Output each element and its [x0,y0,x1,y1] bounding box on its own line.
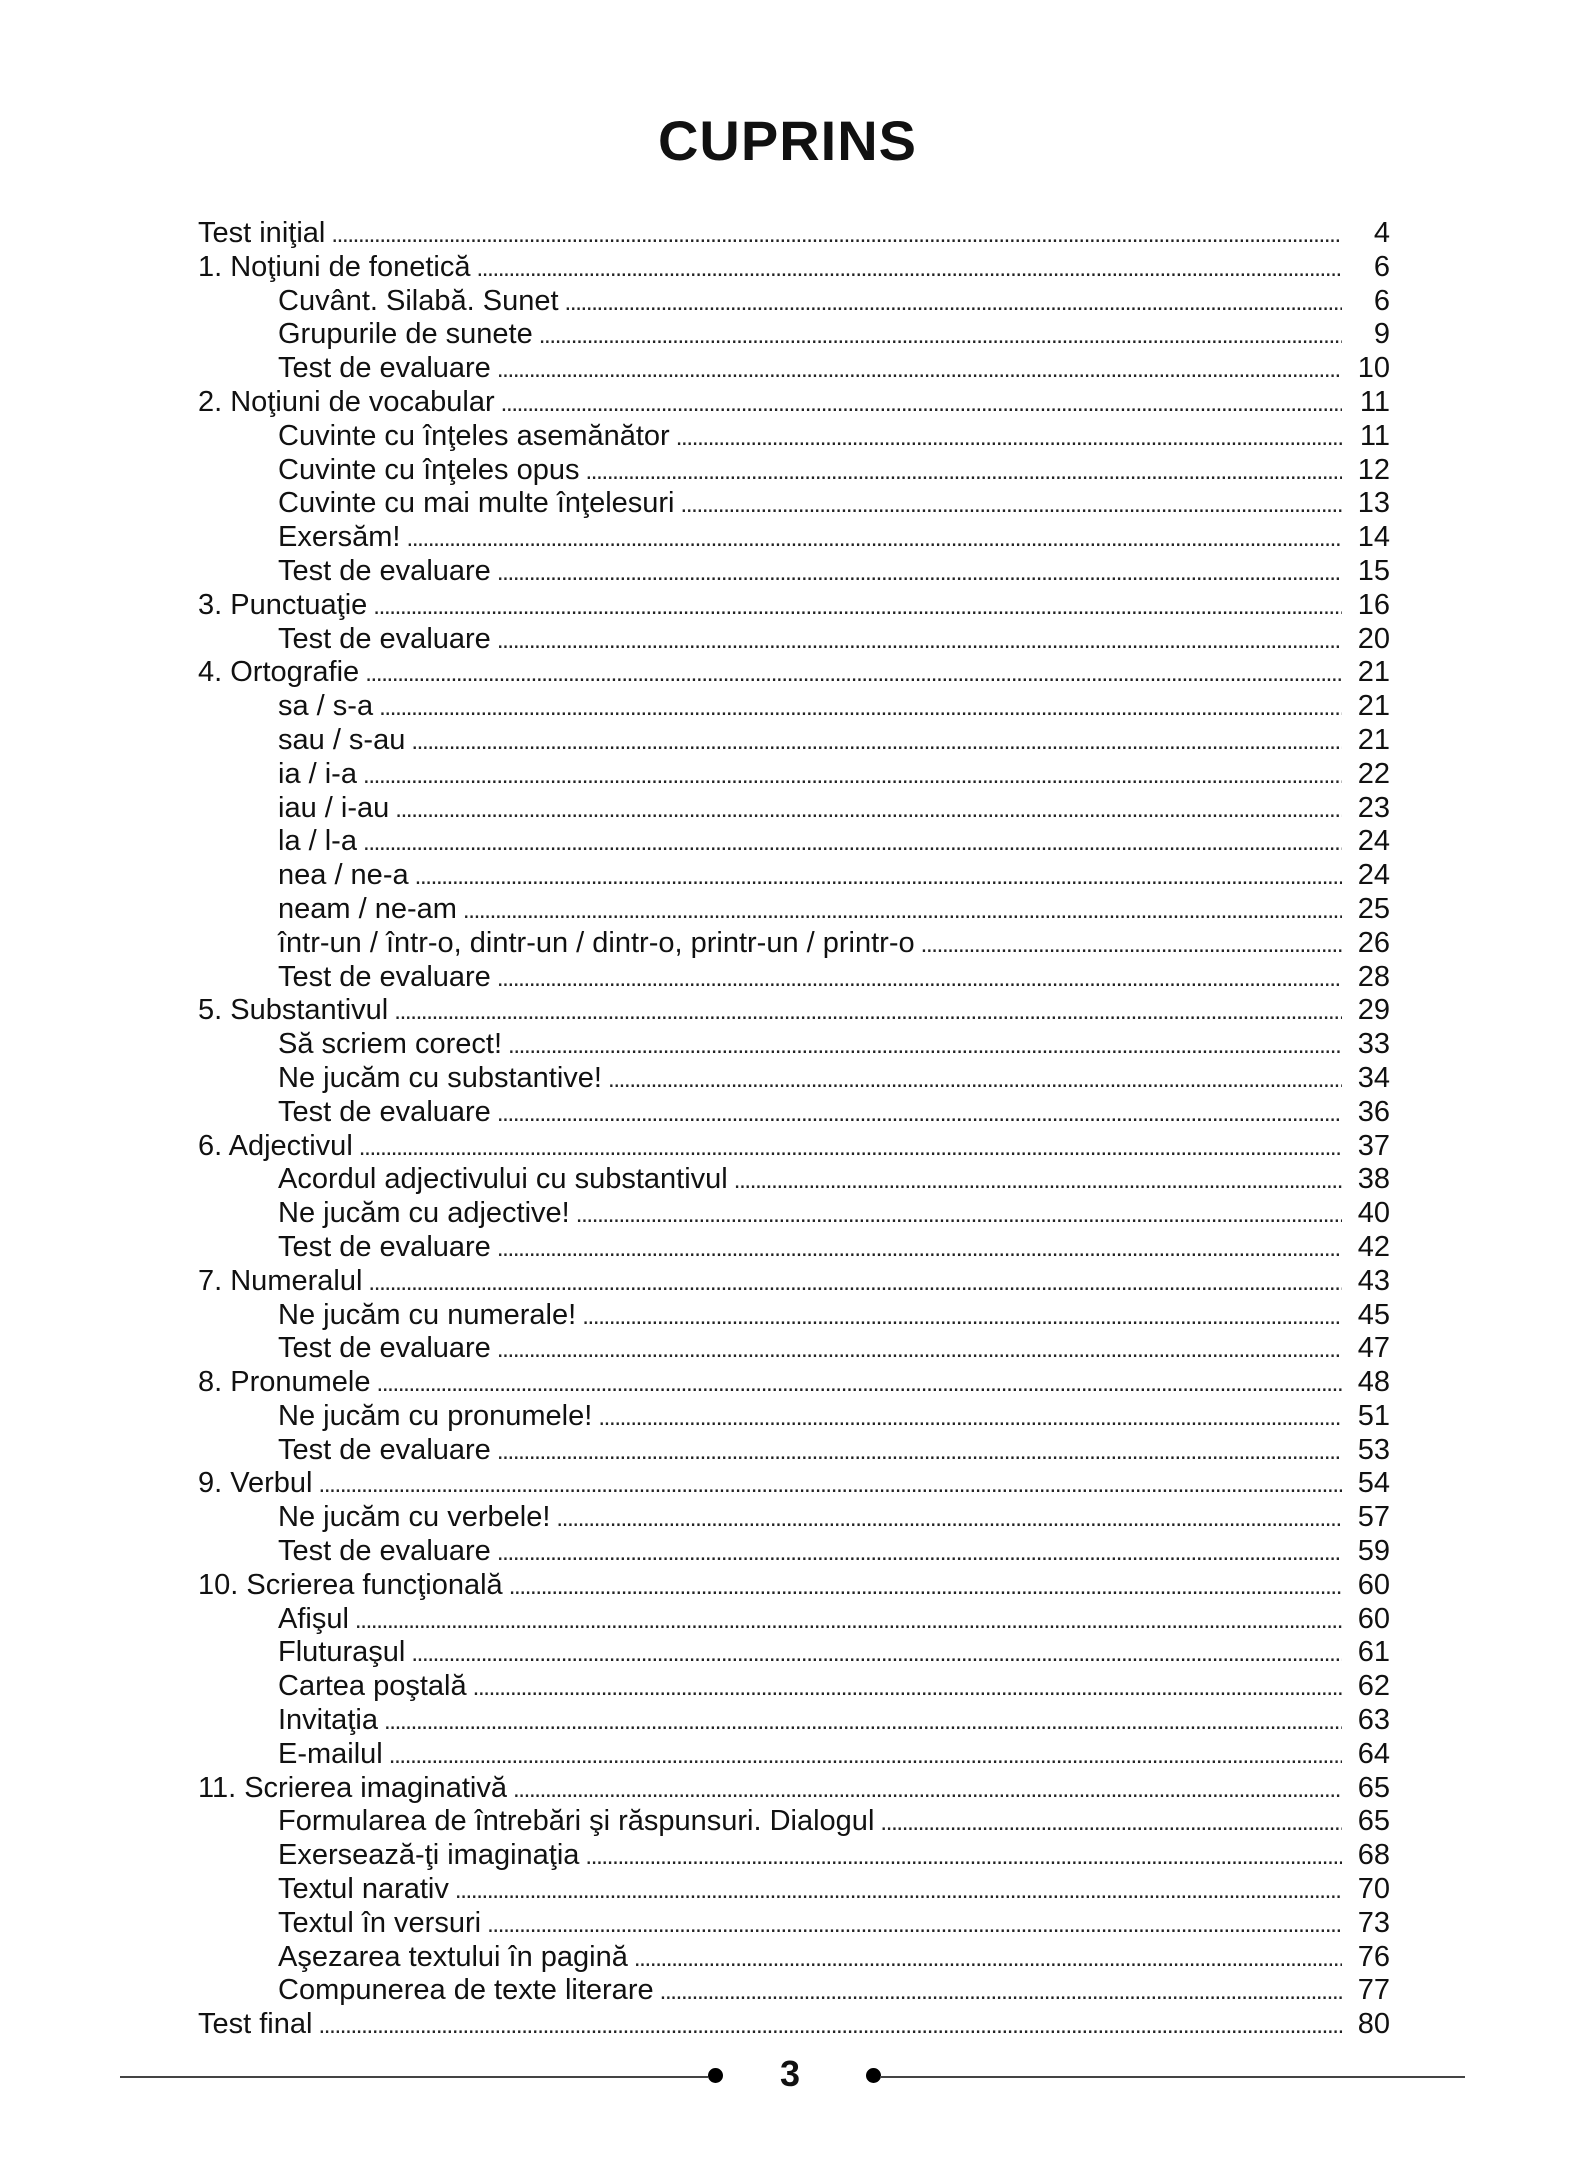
toc-entry [198,961,1390,995]
toc-entry [198,589,1390,623]
toc-entry-page: 14 [1357,521,1390,554]
toc-entry-title: la / l-a [278,825,357,858]
toc-leader-dots [539,319,1342,353]
toc-entry [198,1772,1390,1806]
toc-leader-dots [355,1604,1342,1638]
toc-entry-page: 62 [1357,1670,1390,1703]
toc-entry-title: 9. Verbul [198,1467,313,1500]
toc-entry [198,487,1390,521]
toc-entry-title: sa / s-a [278,690,374,723]
toc-entry [198,2008,1390,2042]
toc-entry-page: 6 [1373,250,1390,283]
toc-leader-dots [734,1164,1342,1198]
toc-entry [198,656,1390,690]
footer-rule-left [120,2076,708,2078]
toc-entry [198,1873,1390,1907]
toc-entry [198,386,1390,420]
toc-entry-page: 65 [1357,1805,1390,1838]
toc-entry-title: Cuvinte cu mai multe înţelesuri [278,487,675,520]
toc-entry [198,1636,1390,1670]
toc-entry-page: 16 [1357,588,1390,621]
toc-entry-page: 54 [1357,1467,1390,1500]
toc-entry-title: Test de evaluare [278,622,491,655]
toc-entry [198,555,1390,589]
toc-entry-title: Test de evaluare [278,960,491,993]
toc-leader-dots [497,624,1342,658]
toc-leader-dots [634,1942,1342,1976]
toc-leader-dots [318,1468,1342,1502]
toc-entry-page: 9 [1373,318,1390,351]
toc-entry-title: 2. Noţiuni de vocabular [198,385,495,418]
toc-entry-page: 38 [1357,1163,1390,1196]
toc-entry-page: 21 [1357,656,1390,689]
toc-entry-title: Test de evaluare [278,1095,491,1128]
toc-leader-dots [497,353,1342,387]
toc-leader-dots [368,1266,1342,1300]
toc-leader-dots [318,2009,1342,2043]
toc-entry-title: Exersăm! [278,521,401,554]
toc-entry [198,623,1390,657]
toc-entry-page: 73 [1357,1906,1390,1939]
toc-entry-page: 20 [1357,622,1390,655]
toc-entry [198,927,1390,961]
toc-entry [198,1366,1390,1400]
toc-entry-title: 11. Scrierea imaginativă [198,1771,507,1804]
toc-entry-page: 40 [1357,1197,1390,1230]
toc-entry-title: 1. Noţiuni de fonetică [198,250,471,283]
toc-entry [198,251,1390,285]
toc-entry [198,1839,1390,1873]
toc-entry [198,1096,1390,1130]
toc-leader-dots [497,962,1342,996]
toc-entry-page: 12 [1357,453,1390,486]
toc-leader-dots [463,894,1342,928]
toc-leader-dots [395,793,1342,827]
toc-entry-title: Ne jucăm cu adjective! [278,1197,570,1230]
toc-entry-title: 8. Pronumele [198,1366,371,1399]
toc-leader-dots [497,1536,1342,1570]
toc-leader-dots [411,725,1342,759]
toc-entry-page: 23 [1357,791,1390,824]
toc-entry-title: neam / ne-am [278,892,457,925]
toc-entry [198,1805,1390,1839]
toc-entry [198,1467,1390,1501]
toc-entry-page: 15 [1357,554,1390,587]
toc-leader-dots [585,1840,1342,1874]
toc-leader-dots [513,1773,1342,1807]
toc-entry-page: 76 [1357,1940,1390,1973]
footer-bullet-right [866,2068,881,2083]
toc-entry-page: 42 [1357,1230,1390,1263]
toc-entry-title: Compunerea de texte literare [278,1974,654,2007]
toc-entry-title: Cuvânt. Silabă. Sunet [278,284,559,317]
toc-entry-title: Ne jucăm cu numerale! [278,1298,577,1331]
toc-entry-title: sau / s-au [278,723,406,756]
toc-leader-dots [576,1198,1342,1232]
toc-entry-page: 26 [1357,926,1390,959]
toc-leader-dots [476,252,1342,286]
toc-leader-dots [676,421,1342,455]
page-title: CUPRINS [657,109,918,172]
toc-entry-page: 33 [1357,1028,1390,1061]
toc-entry-page: 43 [1357,1264,1390,1297]
toc-leader-dots [406,522,1342,556]
toc-entry [198,893,1390,927]
toc-entry-page: 80 [1357,2008,1390,2041]
toc-leader-dots [394,995,1342,1029]
toc-entry-page: 34 [1357,1061,1390,1094]
toc-entry-page: 61 [1357,1636,1390,1669]
toc-entry [198,1603,1390,1637]
toc-leader-dots [509,1570,1342,1604]
toc-entry-page: 60 [1357,1602,1390,1635]
toc-entry-title: Ne jucăm cu pronumele! [278,1399,593,1432]
footer-bullet-left [708,2068,723,2083]
toc-entry-page: 51 [1357,1399,1390,1432]
toc-leader-dots [497,1232,1342,1266]
toc-entry-page: 6 [1373,284,1390,317]
toc-entry [198,1265,1390,1299]
toc-entry-title: 10. Scrierea funcţională [198,1568,503,1601]
toc-entry-page: 37 [1357,1129,1390,1162]
toc-entry-page: 64 [1357,1737,1390,1770]
toc-entry-page: 10 [1357,352,1390,385]
toc-entry [198,352,1390,386]
toc-entry-title: 6. Adjectivul [198,1129,353,1162]
toc-leader-dots [681,488,1343,522]
toc-leader-dots [363,826,1342,860]
toc-entry-page: 28 [1357,960,1390,993]
toc-leader-dots [359,1131,1342,1165]
toc-entry-page: 57 [1357,1501,1390,1534]
toc-entry [198,1569,1390,1603]
toc-entry [198,285,1390,319]
toc-leader-dots [331,218,1342,252]
toc-entry-page: 77 [1357,1974,1390,2007]
toc-leader-dots [582,1300,1342,1334]
toc-entry-title: Grupurile de sunete [278,318,533,351]
table-of-contents [198,217,1390,2042]
toc-entry-page: 36 [1357,1095,1390,1128]
toc-entry-title: Cuvinte cu înţeles asemănător [278,419,670,452]
toc-entry-title: într-un / într-o, dintr-un / dintr-o, printr-un / printr-o [278,926,915,959]
toc-entry-page: 48 [1357,1366,1390,1399]
toc-leader-dots [487,1908,1342,1942]
toc-entry [198,724,1390,758]
toc-leader-dots [373,590,1342,624]
toc-entry [198,1535,1390,1569]
toc-leader-dots [921,928,1342,962]
toc-entry [198,994,1390,1028]
toc-entry [198,1197,1390,1231]
toc-entry-page: 65 [1357,1771,1390,1804]
toc-entry-title: Cuvinte cu înţeles opus [278,453,580,486]
toc-entry-title: Textul în versuri [278,1906,482,1939]
toc-entry-title: E-mailul [278,1737,383,1770]
toc-entry [198,1130,1390,1164]
toc-entry [198,792,1390,826]
toc-leader-dots [608,1063,1342,1097]
toc-entry-page: 24 [1357,859,1390,892]
toc-entry [198,1028,1390,1062]
toc-entry [198,1941,1390,1975]
toc-entry-page: 11 [1359,385,1390,418]
toc-entry-page: 4 [1373,217,1390,249]
toc-leader-dots [497,556,1342,590]
page-number: 3 [779,2053,801,2094]
toc-entry-page: 22 [1357,757,1390,790]
toc-entry-title: Invitaţia [278,1704,378,1737]
toc-leader-dots [377,1367,1343,1401]
toc-entry [198,1400,1390,1434]
toc-entry [198,758,1390,792]
toc-entry [198,1907,1390,1941]
toc-leader-dots [501,387,1342,421]
toc-leader-dots [660,1975,1342,2009]
toc-leader-dots [389,1739,1342,1773]
toc-entry-title: Acordul adjectivului cu substantivul [278,1163,728,1196]
toc-entry-title: 5. Substantivul [198,994,389,1027]
toc-leader-dots [598,1401,1342,1435]
toc-entry [198,420,1390,454]
toc-entry [198,521,1390,555]
toc-entry-title: 4. Ortografie [198,656,360,689]
toc-entry-title: iau / i-au [278,791,390,824]
toc-leader-dots [880,1806,1342,1840]
toc-leader-dots [585,455,1342,489]
toc-entry [198,825,1390,859]
toc-entry-title: Test de evaluare [278,1332,491,1365]
toc-entry-page: 63 [1357,1704,1390,1737]
toc-entry-title: Test final [198,2008,313,2041]
toc-leader-dots [455,1874,1342,1908]
toc-leader-dots [415,860,1342,894]
toc-entry [198,1974,1390,2008]
toc-entry-title: Să scriem corect! [278,1028,502,1061]
toc-entry-page: 21 [1357,690,1390,723]
toc-entry-page: 60 [1357,1568,1390,1601]
toc-entry-title: Test de evaluare [278,1535,491,1568]
footer-rule-right [880,2076,1465,2078]
toc-entry-title: Test de evaluare [278,1230,491,1263]
toc-entry-page: 21 [1357,723,1390,756]
toc-entry-page: 11 [1359,419,1390,452]
toc-entry [198,318,1390,352]
toc-leader-dots [379,691,1342,725]
toc-entry-title: Test de evaluare [278,1433,491,1466]
toc-entry [198,1670,1390,1704]
toc-leader-dots [497,1435,1342,1469]
toc-entry-page: 70 [1357,1873,1390,1906]
toc-leader-dots [384,1705,1342,1739]
toc-entry-title: Textul narativ [278,1873,449,1906]
toc-entry-title: Test iniţial [198,217,326,249]
toc-entry [198,1738,1390,1772]
toc-entry-page: 45 [1357,1298,1390,1331]
toc-leader-dots [565,286,1342,320]
toc-leader-dots [497,1097,1342,1131]
toc-entry [198,859,1390,893]
toc-entry-title: Ne jucăm cu substantive! [278,1061,602,1094]
toc-entry [198,1062,1390,1096]
toc-entry [198,1704,1390,1738]
toc-entry-page: 13 [1357,487,1390,520]
toc-entry [198,217,1390,251]
toc-entry-title: Test de evaluare [278,352,491,385]
toc-leader-dots [497,1333,1342,1367]
toc-entry-page: 29 [1357,994,1390,1027]
toc-entry-title: Aşezarea textului în pagină [278,1940,628,1973]
toc-leader-dots [556,1502,1342,1536]
toc-entry-title: 3. Punctuaţie [198,588,368,621]
toc-entry-title: Exersează-ţi imaginaţia [278,1839,580,1872]
toc-entry [198,1299,1390,1333]
toc-entry-page: 53 [1357,1433,1390,1466]
toc-entry [198,1163,1390,1197]
toc-entry-title: Formularea de întrebări şi răspunsuri. Dialogul [278,1805,875,1838]
toc-entry-title: Test de evaluare [278,554,491,587]
toc-leader-dots [411,1637,1342,1671]
toc-entry [198,1332,1390,1366]
toc-entry-title: 7. Numeralul [198,1264,363,1297]
toc-leader-dots [508,1029,1342,1063]
toc-entry-page: 24 [1357,825,1390,858]
toc-entry-page: 59 [1357,1535,1390,1568]
toc-entry-title: Cartea poştală [278,1670,467,1703]
toc-entry [198,1231,1390,1265]
toc-leader-dots [473,1671,1342,1705]
toc-entry-title: Fluturaşul [278,1636,406,1669]
toc-entry [198,1434,1390,1468]
toc-entry-page: 68 [1357,1839,1390,1872]
toc-leader-dots [365,657,1342,691]
toc-entry-title: Afişul [278,1602,349,1635]
toc-entry-title: nea / ne-a [278,859,409,892]
toc-entry-title: ia / i-a [278,757,357,790]
toc-entry [198,1501,1390,1535]
toc-entry [198,690,1390,724]
toc-entry-page: 25 [1357,892,1390,925]
toc-leader-dots [363,759,1342,793]
toc-entry-title: Ne jucăm cu verbele! [278,1501,551,1534]
toc-entry [198,454,1390,488]
toc-entry-page: 47 [1357,1332,1390,1365]
